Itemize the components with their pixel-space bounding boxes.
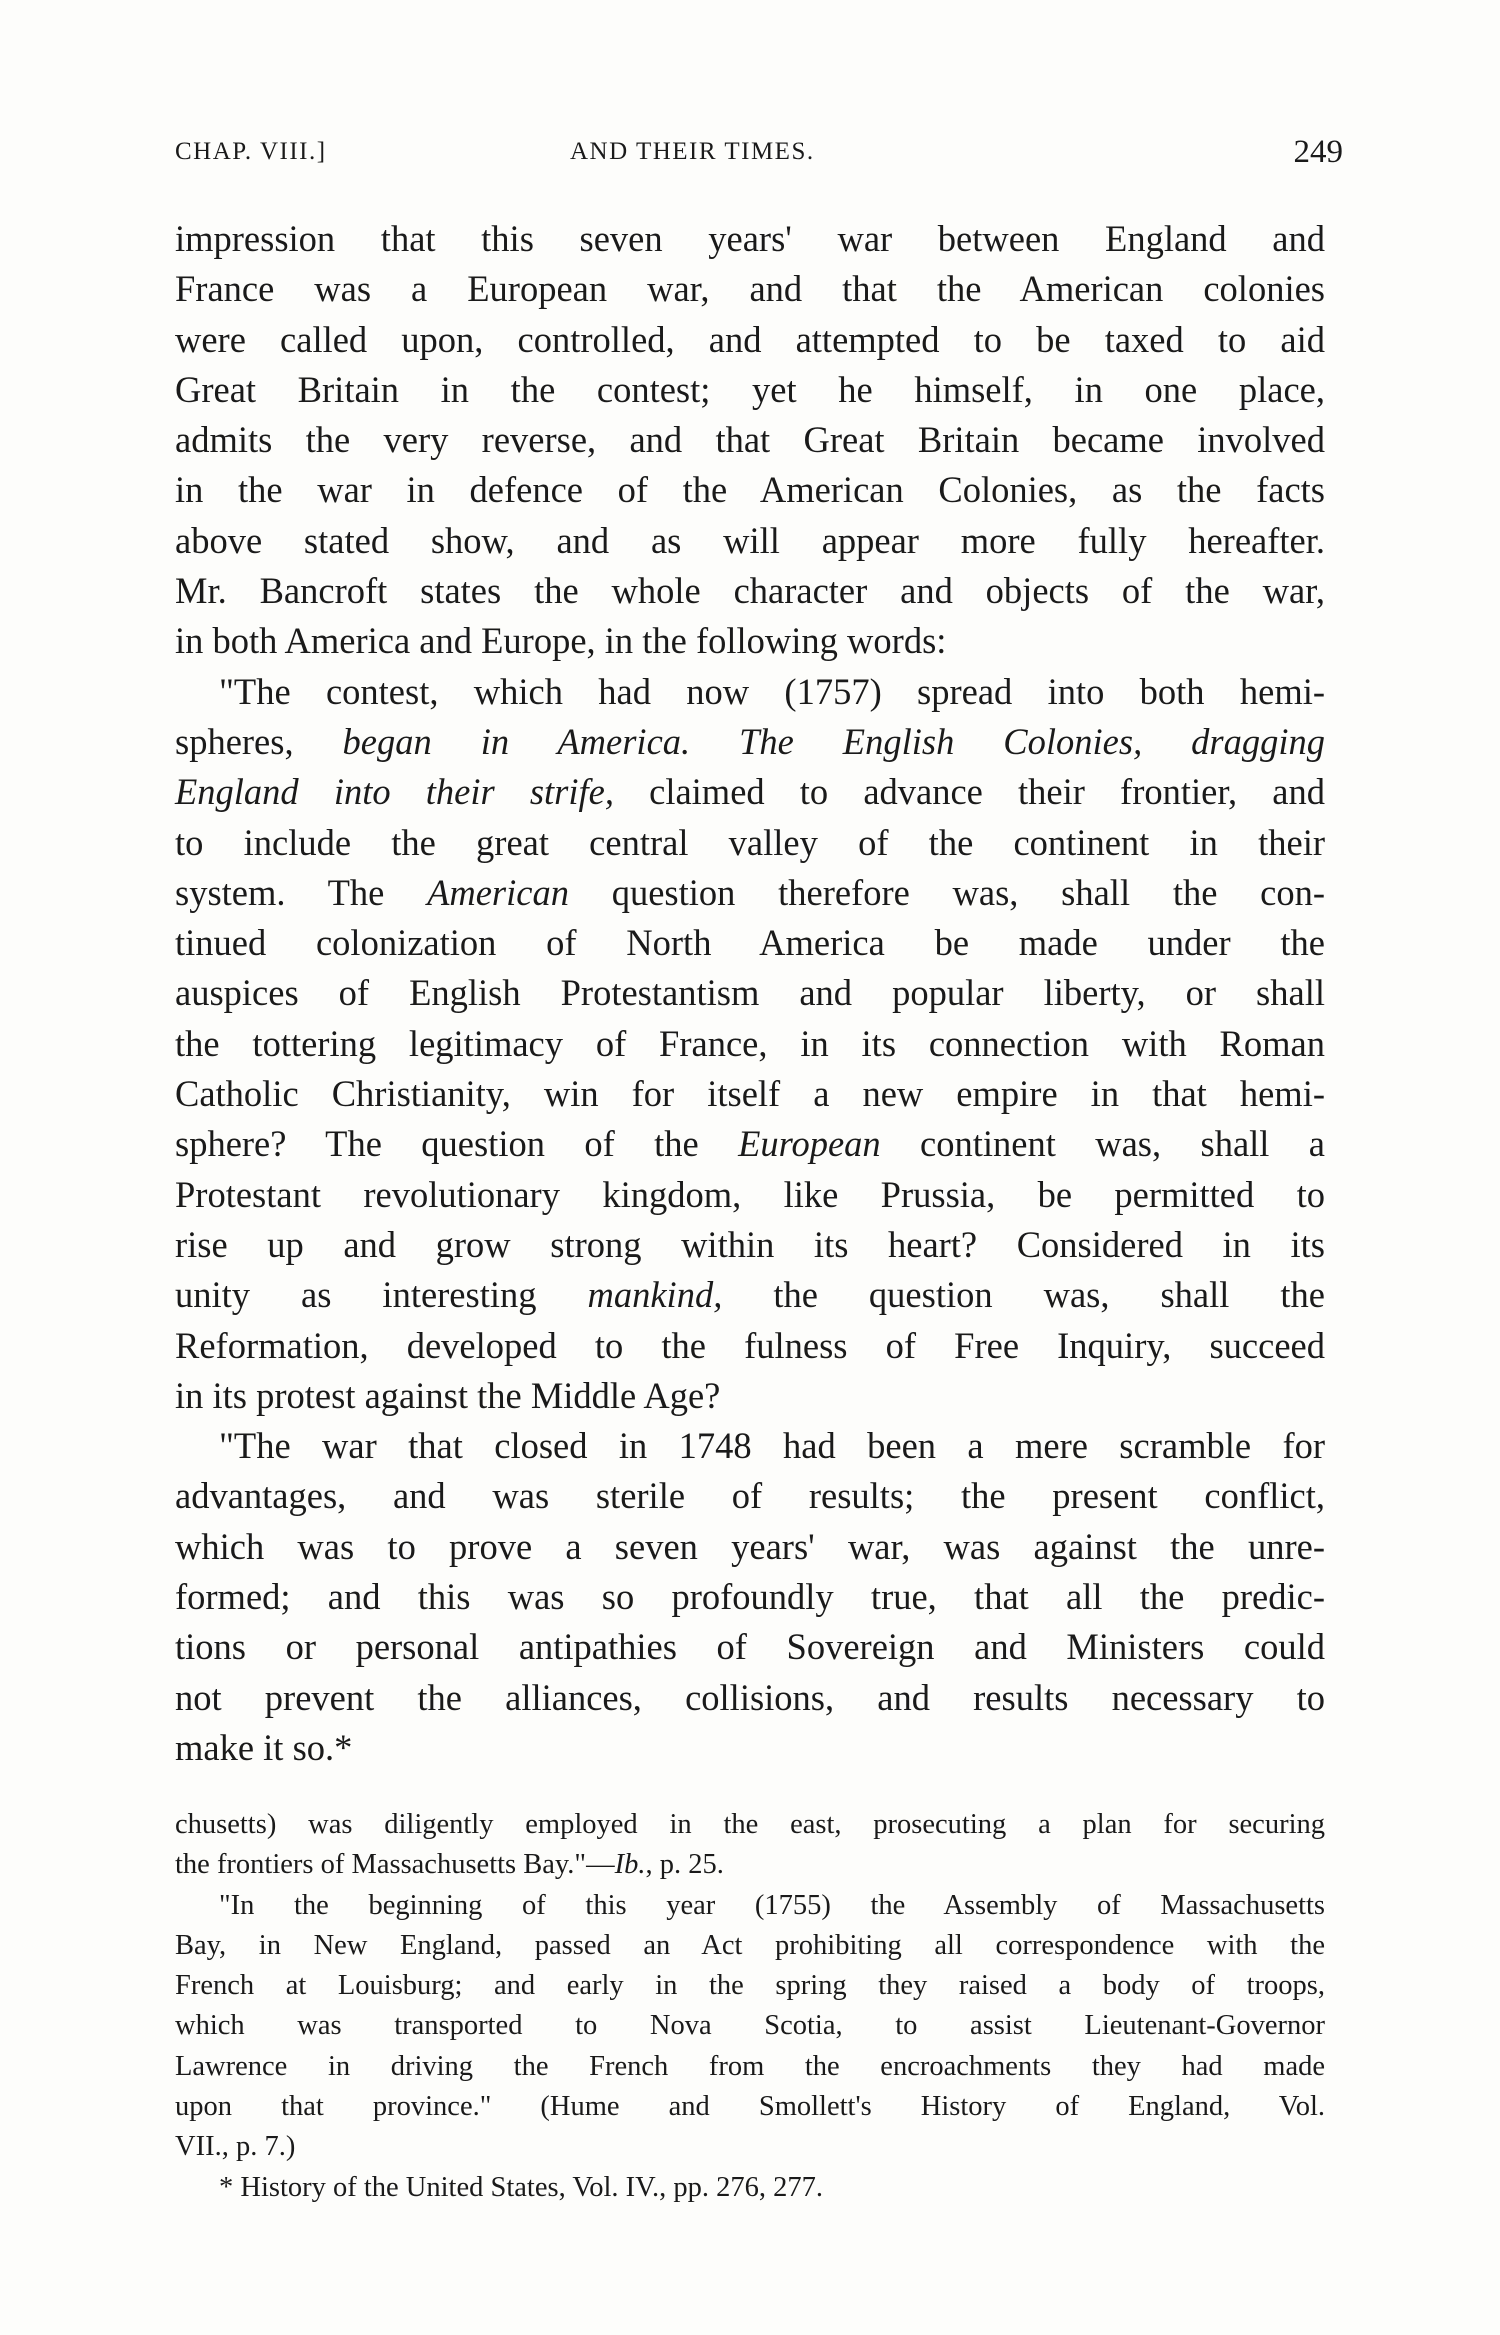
text-line (175, 465, 1325, 515)
text-segment: Great Britain in the contest; yet he himself, in one place, (175, 368, 1325, 410)
text-segment: system. The (175, 871, 428, 913)
text-segment: continent was, shall a (880, 1123, 1325, 1165)
text-line (175, 1321, 1325, 1371)
text-segment: France was a European war, and that the American colonies (175, 268, 1325, 310)
text-segment: chusetts) was diligently employed in the east, prosecuting a plan for securing (175, 1809, 1325, 1840)
text-segment: VII., p. 7.) (175, 2131, 296, 2163)
text-segment: tinued colonization of North America be made under the (175, 922, 1325, 964)
text-line (175, 415, 1325, 465)
italic-text: Ib. (614, 1849, 646, 1881)
text-line (175, 968, 1325, 1018)
text-line (175, 1371, 1325, 1421)
text-line (175, 918, 1325, 968)
footnote-line (175, 1926, 1325, 1966)
text-segment: which was transported to Nova Scotia, to assist Lieutenant-Governor (175, 2010, 1325, 2042)
text-line (175, 516, 1325, 566)
italic-text: mankind, (587, 1274, 723, 1316)
text-segment: auspices of English Protestantism and popular liberty, or shall (175, 972, 1325, 1014)
text-segment: Mr. Bancroft states the whole character and objects of the war, (175, 570, 1325, 612)
text-segment: sphere? The question of the (175, 1123, 739, 1165)
text-segment: in its protest against the Middle Age? (175, 1374, 721, 1416)
text-segment: question therefore was, shall the con- (568, 871, 1325, 913)
text-segment: make it so.* (175, 1726, 353, 1768)
text-line (175, 616, 1325, 666)
footnote-line (175, 1966, 1325, 2006)
footnote-line (175, 2047, 1325, 2087)
text-segment: "In the beginning of this year (1755) the Assembly of Massachusetts (219, 1889, 1325, 1921)
text-segment: spheres, (175, 720, 343, 762)
text-segment: * History of the United States, Vol. IV., pp. 276, 277. (219, 2171, 824, 2203)
text-segment: to include the great central valley of the continent in their (175, 821, 1325, 863)
text-line (175, 1622, 1325, 1672)
text-line (175, 667, 1325, 717)
text-line (175, 1119, 1325, 1169)
chapter-label: CHAP. VIII.] (175, 138, 327, 165)
body-text (175, 214, 1325, 1773)
footnote-line (175, 2127, 1325, 2167)
footnote-line (175, 1886, 1325, 1926)
text-segment: "The war that closed in 1748 had been a mere scramble for (219, 1425, 1325, 1467)
text-segment: in the war in defence of the American Colonies, as the facts (175, 469, 1325, 511)
text-line (175, 1270, 1325, 1320)
footnote-line (175, 2168, 1325, 2208)
page-number: 249 (1293, 134, 1343, 170)
text-segment: the tottering legitimacy of France, in its connection with Roman (175, 1022, 1325, 1064)
italic-text: American (427, 871, 569, 913)
text-line (175, 315, 1325, 365)
text-line (175, 868, 1325, 918)
text-segment: , p. 25. (645, 1849, 724, 1881)
text-segment: unity as interesting (175, 1274, 588, 1316)
footnote-line (175, 2006, 1325, 2046)
text-line (175, 717, 1325, 767)
text-line (175, 1220, 1325, 1270)
text-segment: claimed to advance their frontier, and (613, 771, 1325, 813)
text-segment: formed; and this was so profoundly true, that all the predic- (175, 1576, 1325, 1618)
text-line (175, 1673, 1325, 1723)
text-line (175, 1421, 1325, 1471)
text-line (175, 1572, 1325, 1622)
footnote-line (175, 2087, 1325, 2127)
text-segment: impression that this seven years' war between England and (175, 218, 1325, 259)
text-segment: admits the very reverse, and that Great Britain became involved (175, 419, 1325, 461)
text-segment: Reformation, developed to the fulness of Free Inquiry, succeed (175, 1324, 1325, 1366)
text-line (175, 1522, 1325, 1572)
footnote-line (175, 1845, 1325, 1885)
text-line (175, 365, 1325, 415)
text-line (175, 566, 1325, 616)
text-segment: Bay, in New England, passed an Act prohibiting all correspondence with the (175, 1929, 1325, 1961)
text-segment: French at Louisburg; and early in the spring they raised a body of troops, (175, 1970, 1325, 2002)
text-segment: the question was, shall the (722, 1274, 1325, 1316)
text-line (175, 264, 1325, 314)
text-segment: tions or personal antipathies of Sovereign and Ministers could (175, 1626, 1325, 1668)
text-line (175, 1723, 1325, 1773)
running-title: AND THEIR TIMES. (570, 138, 815, 165)
italic-text: The English Colonies, dragging (739, 720, 1325, 762)
text-segment: in both America and Europe, in the following words: (175, 620, 947, 662)
text-line (175, 1019, 1325, 1069)
text-line (175, 1069, 1325, 1119)
text-segment: Protestant revolutionary kingdom, like Prussia, be permitted to (175, 1173, 1325, 1215)
italic-text: European (738, 1123, 881, 1165)
text-segment: were called upon, controlled, and attempted to be taxed to aid (175, 318, 1325, 360)
footnotes (175, 1805, 1325, 2208)
running-head (175, 134, 1343, 178)
text-segment: not prevent the alliances, collisions, and results necessary to (175, 1676, 1325, 1718)
text-segment: rise up and grow strong within its heart? Considered in its (175, 1223, 1325, 1265)
italic-text: began in America. (342, 720, 691, 762)
footnote-line (175, 1805, 1325, 1845)
text-line (175, 214, 1325, 264)
text-segment: Catholic Christianity, win for itself a new empire in that hemi- (175, 1073, 1325, 1115)
text-segment: "The contest, which had now (1757) spread into both hemi- (219, 670, 1325, 712)
text-line (175, 1471, 1325, 1521)
text-segment: which was to prove a seven years' war, was against the unre- (175, 1525, 1325, 1567)
italic-text: England into their strife, (175, 771, 614, 813)
text-segment: upon that province." (Hume and Smollett's History of England, Vol. (175, 2091, 1325, 2123)
text-segment: the frontiers of Massachusetts Bay."— (175, 1849, 615, 1881)
text-line (175, 767, 1325, 817)
text-segment: Lawrence in driving the French from the encroachments they had made (175, 2050, 1325, 2082)
text-segment: above stated show, and as will appear more fully hereafter. (175, 519, 1325, 561)
text-segment: advantages, and was sterile of results; the present conflict, (175, 1475, 1325, 1517)
text-line (175, 1170, 1325, 1220)
text-line (175, 818, 1325, 868)
text-segment (690, 721, 739, 762)
